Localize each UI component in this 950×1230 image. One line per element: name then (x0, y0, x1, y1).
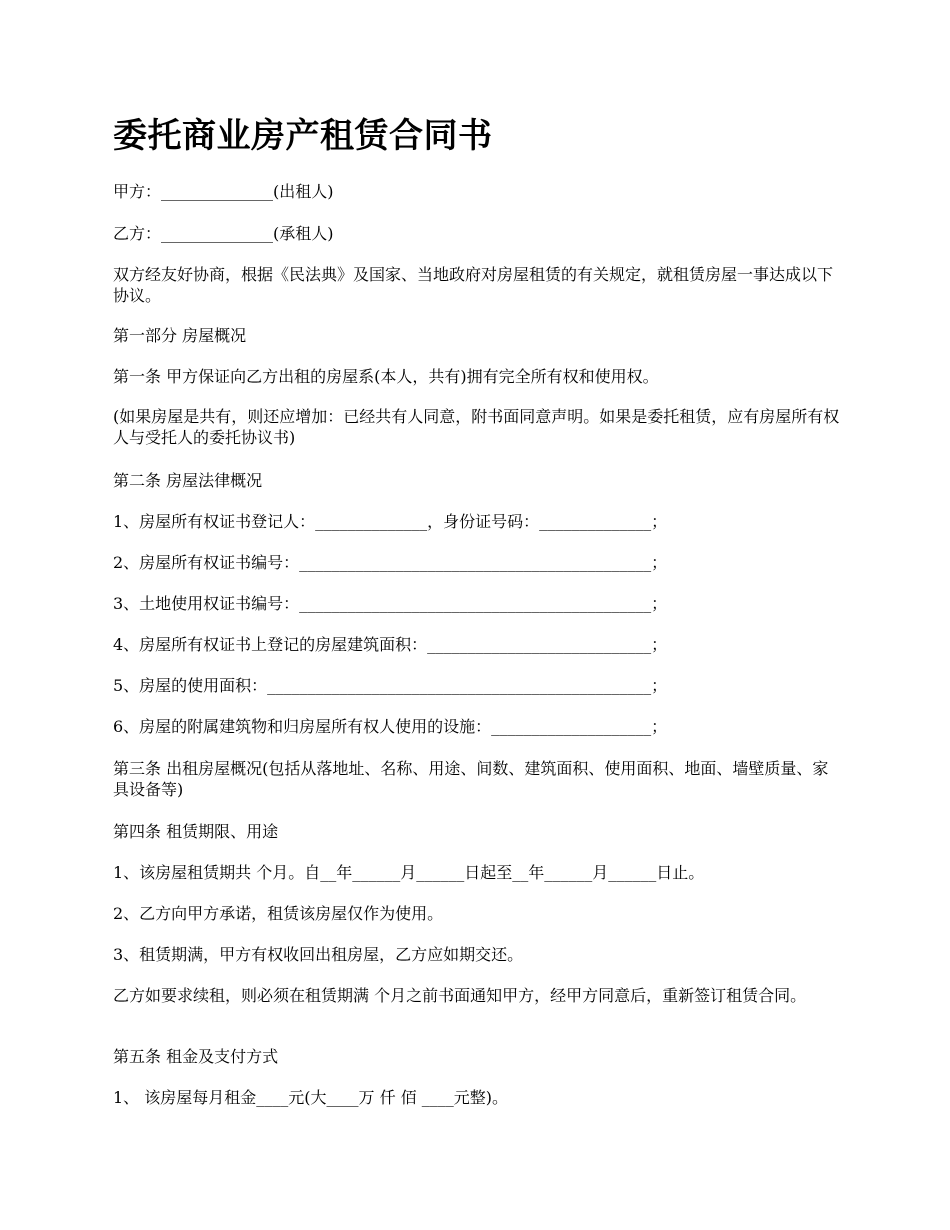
clause-2-3: 3、土地使用权证书编号：____________________________________________； (113, 594, 668, 613)
article-five-heading: 第五条 租金及支付方式 (113, 1047, 279, 1066)
article-one: 第一条 甲方保证向乙方出租的房屋系(本人，共有)拥有完全所有权和使用权。 (113, 367, 659, 386)
clause-2-4: 4、房屋所有权证书上登记的房屋建筑面积：____________________________； (113, 635, 668, 654)
party-b-line: 乙方：______________(承租人) (113, 224, 334, 243)
party-a-line: 甲方：______________(出租人) (113, 182, 334, 201)
clause-5-1: 1、 该房屋每月租金____元(大____万 仟 佰 ____元整)。 (113, 1088, 509, 1107)
article-two-heading: 第二条 房屋法律概况 (113, 471, 263, 490)
clause-2-1: 1、房屋所有权证书登记人：______________，身份证号码：______________； (113, 512, 668, 531)
document-title: 委托商业房产租赁合同书 (113, 116, 493, 156)
clause-4-2: 2、乙方向甲方承诺，租赁该房屋仅作为使用。 (113, 904, 444, 923)
preamble-paragraph: 双方经友好协商，根据《民法典》及国家、当地政府对房屋租赁的有关规定，就租赁房屋一事达成以下协议。 (113, 265, 834, 305)
renewal-paragraph: 乙方如要求续租，则必须在租赁期满 个月之前书面通知甲方，经甲方同意后，重新签订租赁合同。 (113, 986, 807, 1005)
clause-2-6: 6、房屋的附属建筑物和归房屋所有权人使用的设施：____________________； (113, 717, 668, 736)
co-ownership-note: (如果房屋是共有，则还应增加：已经共有人同意，附书面同意声明。如果是委托租赁，应有房屋所有权人与受托人的委托协议书) (113, 407, 840, 447)
clause-2-2: 2、房屋所有权证书编号：____________________________________________； (113, 553, 668, 572)
article-three: 第三条 出租房屋概况(包括从落地址、名称、用途、间数、建筑面积、使用面积、地面、墙壁质量、家具设备等) (113, 759, 829, 799)
clause-2-5: 5、房屋的使用面积：________________________________________________； (113, 676, 668, 695)
article-four-heading: 第四条 租赁期限、用途 (113, 822, 279, 841)
clause-4-3: 3、租赁期满，甲方有权收回出租房屋，乙方应如期交还。 (113, 945, 524, 964)
part-one-heading: 第一部分 房屋概况 (113, 326, 247, 345)
clause-4-1: 1、该房屋租赁期共 个月。自__年______月______日起至__年______月______日止。 (113, 863, 705, 882)
